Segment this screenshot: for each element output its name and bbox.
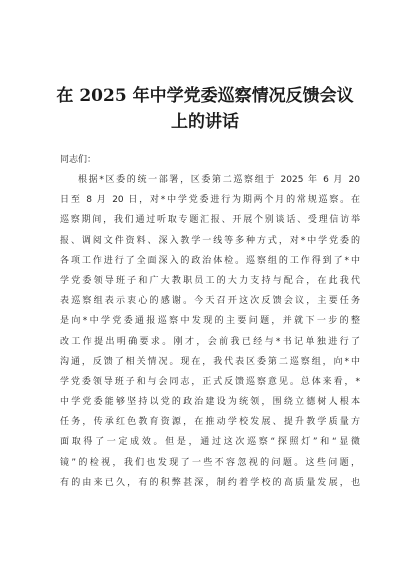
title-line-2: 上的讲话: [171, 112, 239, 132]
paragraph-line: 各项工作进行了全面深入的政治体检。巡察组的工作得到了*中: [60, 255, 360, 266]
paragraph-line: 日至 8 月 20 日，对*中学党委进行为期两个月的常规巡察。在: [60, 195, 360, 206]
paragraph-line: 巡察期间，我们通过听取专题汇报、开展个别谈话、受理信访举: [60, 215, 360, 226]
paragraph-line: 根据*区委的统一部署，区委第二巡察组于 2025 年 6 月 20: [78, 175, 360, 185]
body-paragraph: [60, 170, 360, 493]
paragraph-line: 报、调阅文件资料、深入教学一线等多种方式，对*中学党委的: [60, 235, 360, 246]
paragraph-line: 任务，传承红色教育资源，在推动学校发展、提升教学质量方: [60, 417, 360, 428]
title-line-1: 在 2025 年中学党委巡察情况反馈会议: [56, 86, 354, 106]
paragraph-line: 沟通，反馈了相关情况。现在，我代表区委第二巡察组，向*中: [60, 356, 360, 367]
paragraph-line: 学党委领导班子和广大教职员工的大力支持与配合，在此我代: [60, 275, 360, 286]
paragraph-line: 是向*中学党委通报巡察中发现的主要问题，并就下一步的整: [60, 316, 360, 327]
paragraph-line: 改工作提出明确要求。刚才，会前我已经与*书记单独进行了: [60, 336, 360, 347]
paragraph-line: 表巡察组表示衷心的感谢。今天召开这次反馈会议，主要任务: [60, 296, 360, 307]
document-title: [48, 83, 362, 135]
salutation: 同志们：: [60, 155, 97, 165]
paragraph-line: 面取得了一定成效。但是，通过这次巡察“探照灯”和“显微: [60, 437, 360, 448]
paragraph-line: 学党委领导班子和与会同志，正式反馈巡察意见。总体来看，*: [60, 376, 360, 387]
paragraph-line: 镜”的检视，我们也发现了一些不容忽视的问题。这些问题，: [60, 457, 360, 468]
paragraph-line: 有的由来已久，有的积弊甚深，制约着学校的高质量发展，也: [60, 477, 360, 488]
paragraph-line: 中学党委能够坚持以党的政治建设为统领，围绕立德树人根本: [60, 397, 360, 408]
